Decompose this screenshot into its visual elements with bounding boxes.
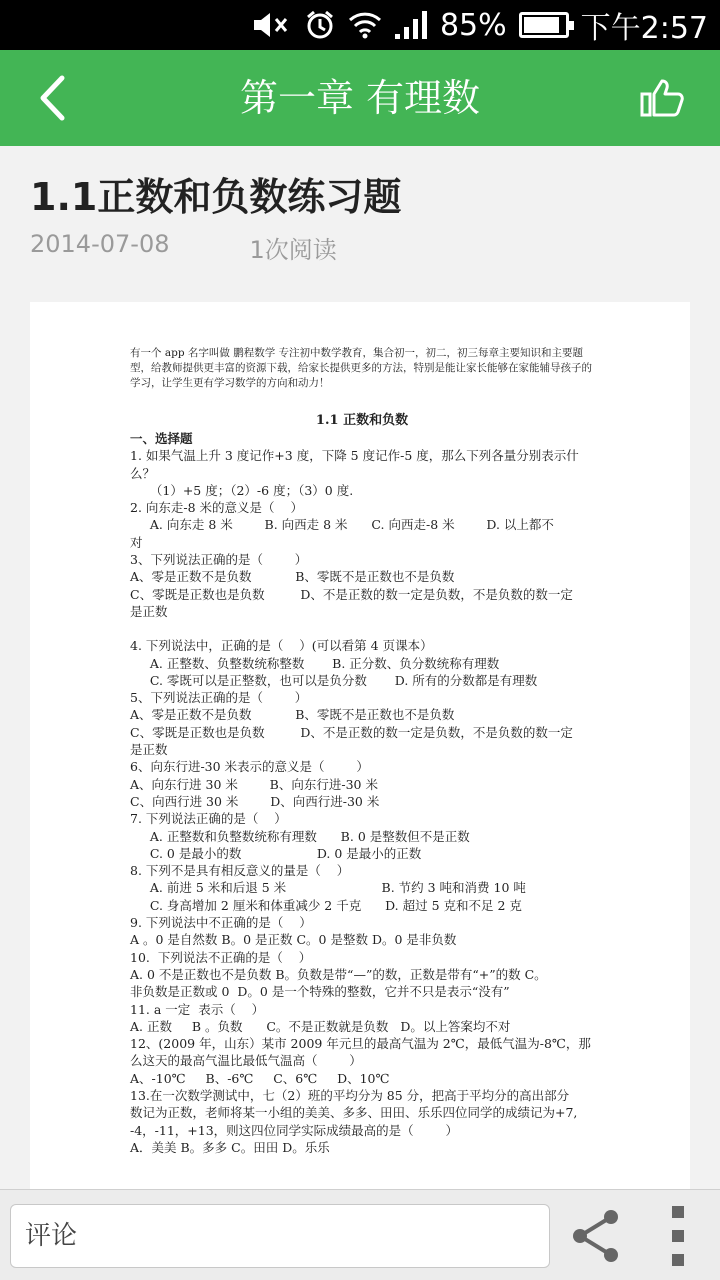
document-line: A. 正整数、负整数统称整数 B. 正分数、负分数统称有理数: [130, 655, 500, 671]
document-line: A. 0 不是正数也不是负数 B。负数是带“—”的数，正数是带有“+”的数 C。: [130, 966, 547, 982]
document-line: 2. 向东走-8 米的意义是（ ）: [130, 500, 303, 516]
document-line: A、零是正数不是负数 B、零既不是正数也不是负数: [130, 707, 455, 723]
document-line: A、向东行进 30 米 B、向东行进-30 米: [130, 776, 378, 792]
document-line: 4. 下列说法中，正确的是（ ）(可以看第 4 页课本）: [130, 638, 433, 654]
alarm-icon: [304, 0, 336, 50]
document-line: 13.在一次数学测试中，七（2）班的平均分为 85 分，把高于平均分的高出部分: [130, 1087, 570, 1103]
status-bar: [0, 0, 720, 50]
article-meta: [30, 230, 337, 265]
document-line: A、零是正数不是负数 B、零既不是正数也不是负数: [130, 569, 455, 585]
document-line: 3、下列说法正确的是（ ）: [130, 552, 308, 568]
document-line: 11. a 一定 表示（ ）: [130, 1001, 265, 1017]
document-line: 么这天的最高气温比最低气温高（ ）: [130, 1053, 362, 1069]
document-image: [30, 302, 690, 1189]
chevron-left-icon: [38, 75, 68, 121]
document-line: -4，-11，+13，则这四位同学实际成绩最高的是（ ）: [130, 1122, 458, 1138]
document-intro: 有一个 app 名字叫做 鹏程数学 专注初中数学教育，集合初一，初二，初三每章主要知识和主要题型，给教师提供更丰富的资源下载，给家长提供更多的方法，特别是能让家长能够在家能辅导孩子的学习，让学生更有学习数学的方向和动力！: [130, 347, 592, 389]
more-button[interactable]: [656, 1204, 700, 1268]
document-line: A. 正数 B 。负数 C。不是正数就是负数 D。以上答案均不对: [130, 1018, 511, 1034]
document-line: 6、向东行进-30 米表示的意义是（ ）: [130, 759, 369, 775]
document-line: 一、选择题: [130, 431, 193, 446]
article-date: 2014-07-08: [30, 230, 170, 258]
more-vertical-icon: [672, 1206, 684, 1218]
document-line: 非负数是正数或 0 D。0 是一个特殊的整数，它并不只是表示“没有”: [130, 984, 510, 1000]
battery-icon: [519, 0, 569, 50]
thumbs-up-icon: [640, 78, 684, 118]
document-line: C、零既是正数也是负数 D、不是正数的数一定是负数，不是负数的数一定: [130, 724, 573, 740]
status-icons: [252, 0, 708, 50]
document-line: 9. 下列说法中不正确的是（ ）: [130, 915, 312, 931]
document-line: C. 零既可以是正整数，也可以是负分数 D. 所有的分数都是有理数: [130, 672, 538, 688]
like-button[interactable]: [632, 70, 692, 126]
document-line: 数记为正数，老师将某一小组的美美、多多、田田、乐乐四位同学的成绩记为+7,: [130, 1105, 578, 1121]
wifi-icon: [348, 0, 382, 50]
battery-percent: 85%: [439, 7, 507, 43]
clock: 下午2:57: [580, 11, 708, 46]
document-line: 10. 下列说法不正确的是（ ）: [130, 949, 312, 965]
comment-input[interactable]: [10, 1204, 550, 1268]
app-bar: [0, 50, 720, 146]
document-line: 7. 下列说法正确的是（ ）: [130, 811, 287, 827]
share-button[interactable]: [566, 1206, 626, 1266]
document-line: 是正数: [130, 603, 168, 619]
document-heading: 1.1 正数和负数: [315, 413, 409, 428]
document-line: A. 向东走 8 米 B. 向西走 8 米 C. 向西走-8 米 D. 以上都不: [130, 517, 554, 533]
document-line: 是正数: [130, 742, 168, 758]
page-title: 第一章 有理数: [239, 76, 481, 120]
document-line: A、-10℃ B、-6℃ C、6℃ D、10℃: [130, 1070, 390, 1086]
document-line: C、向西行进 30 米 D、向西行进-30 米: [130, 793, 380, 809]
document-line: C. 0 是最小的数 D. 0 是最小的正数: [130, 845, 422, 861]
read-count: 1次阅读: [249, 236, 337, 264]
document-line: 5、下列说法正确的是（ ）: [130, 690, 308, 706]
document-line: A. 正整数和负整数统称有理数 B. 0 是整数但不是正数: [130, 828, 470, 844]
document-line: 8. 下列不是具有相反意义的量是（ ）: [130, 863, 350, 879]
document-line: A 。0 是自然数 B。0 是正数 C。0 是整数 D。0 是非负数: [130, 932, 457, 948]
document-line: 1. 如果气温上升 3 度记作+3 度，下降 5 度记作-5 度，那么下列各量分别表示什么？: [130, 448, 579, 481]
article-content[interactable]: [0, 146, 720, 1189]
mute-icon: [252, 0, 292, 50]
document-line: （1）+5 度；（2）-6 度；（3）0 度.: [130, 482, 354, 498]
article-title: 1.1正数和负数练习题: [30, 175, 402, 219]
document-line: 12、(2009 年，山东）某市 2009 年元旦的最高气温为 2℃，最低气温为-8℃，那: [130, 1036, 591, 1052]
document-line: A. 前进 5 米和后退 5 米 B. 节约 3 吨和消费 10 吨: [130, 880, 526, 896]
share-icon: [571, 1208, 621, 1264]
bottom-bar: [0, 1189, 720, 1280]
document-line: C、零既是正数也是负数 D、不是正数的数一定是负数，不是负数的数一定: [130, 586, 573, 602]
signal-icon: [394, 0, 428, 50]
document-line: A．美美 B。多多 C。田田 D。乐乐: [130, 1139, 330, 1155]
document-body: [130, 430, 594, 1156]
document-line: 对: [130, 534, 143, 550]
back-button[interactable]: [18, 64, 88, 132]
document-line: C. 身高增加 2 厘米和体重减少 2 千克 D. 超过 5 克和不足 2 克: [130, 897, 522, 913]
